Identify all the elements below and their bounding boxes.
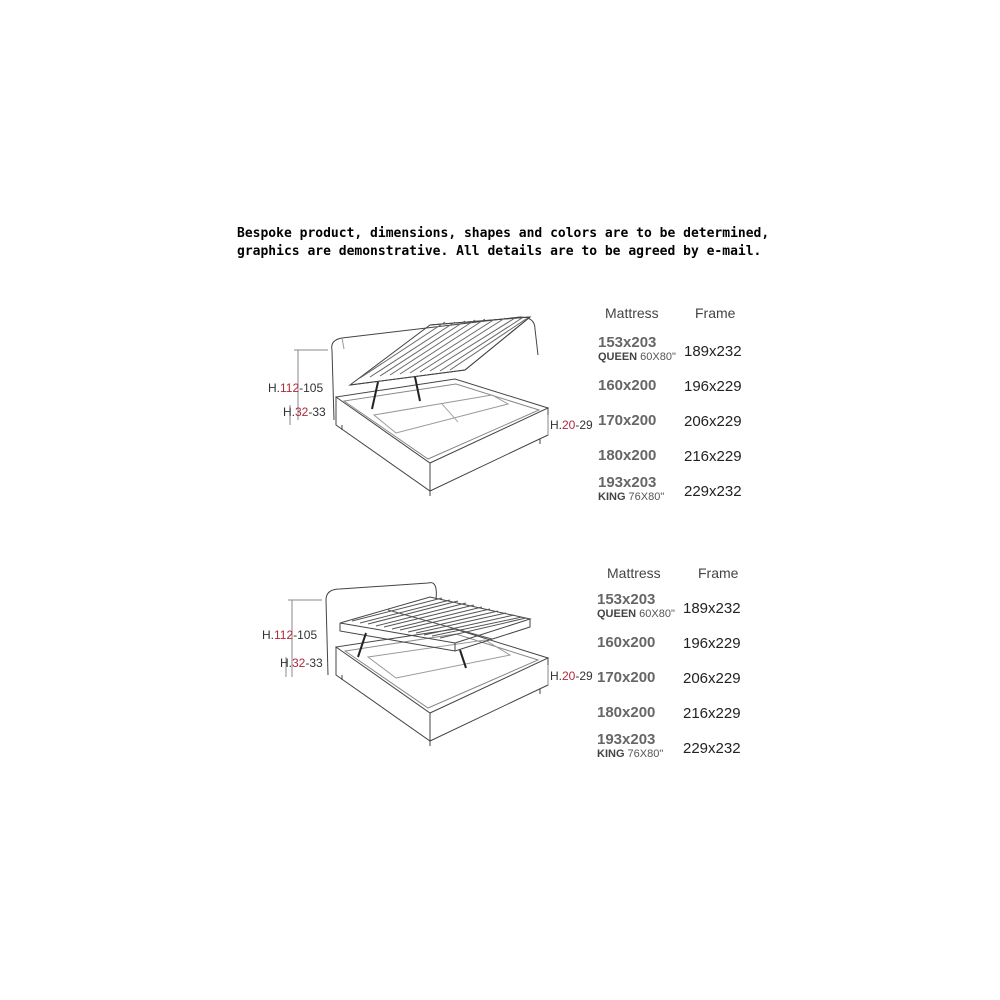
disclaimer-line-1: Bespoke product, dimensions, shapes and colors are to be determined,	[237, 226, 770, 241]
disclaimer-notice	[237, 225, 797, 261]
mattress-size: 160x200	[598, 377, 657, 394]
frame-size: 216x229	[684, 448, 742, 465]
frame-size: 206x229	[684, 413, 742, 430]
frame-header: Frame	[695, 305, 736, 321]
mattress-size: 153x203 QUEEN 60X80"	[598, 334, 676, 363]
table-row	[595, 440, 775, 470]
headboard-height-label: H.112-105	[268, 381, 324, 395]
table-row	[595, 405, 775, 435]
frame-size: 196x229	[684, 378, 742, 395]
frame-height-label: H.32-33	[280, 656, 323, 670]
table-row	[594, 662, 774, 692]
table-row	[594, 732, 774, 762]
slats-group-2	[352, 598, 526, 639]
frame-size: 196x229	[683, 635, 741, 652]
mattress-size: 160x200	[597, 634, 656, 651]
frame-size: 206x229	[683, 670, 741, 687]
table-row	[594, 697, 774, 727]
table-row	[595, 475, 775, 505]
bed-diagram-block-1	[0, 305, 1000, 565]
mattress-size: 180x200	[598, 447, 657, 464]
frame-size: 189x232	[683, 600, 741, 617]
headboard-height-label: H.112-105	[262, 628, 318, 642]
mattress-size: 170x200	[597, 669, 656, 686]
mattress-size: 193x203 KING 76X80"	[598, 474, 665, 503]
frame-size: 229x232	[683, 740, 741, 757]
frame-size: 189x232	[684, 343, 742, 360]
frame-height-label: H.32-33	[283, 405, 326, 419]
mattress-header: Mattress	[605, 305, 659, 321]
mattress-size: 170x200	[598, 412, 657, 429]
table-row	[594, 592, 774, 622]
mattress-size: 193x203 KING 76X80"	[597, 731, 664, 760]
bed-diagram-block-2	[0, 565, 1000, 825]
slats-group-1	[360, 318, 526, 378]
disclaimer-line-2: graphics are demonstrative. All details are to be agreed by e-mail.	[237, 244, 762, 259]
frame-size: 229x232	[684, 483, 742, 500]
base-height-label: H.20-29	[550, 418, 593, 432]
table-row	[595, 335, 775, 365]
base-height-label: H.20-29	[550, 669, 593, 683]
table-row	[594, 627, 774, 657]
frame-size: 216x229	[683, 705, 741, 722]
mattress-header: Mattress	[607, 565, 661, 581]
frame-header: Frame	[698, 565, 739, 581]
mattress-size: 180x200	[597, 704, 656, 721]
table-row	[595, 370, 775, 400]
mattress-size: 153x203 QUEEN 60X80"	[597, 591, 675, 620]
